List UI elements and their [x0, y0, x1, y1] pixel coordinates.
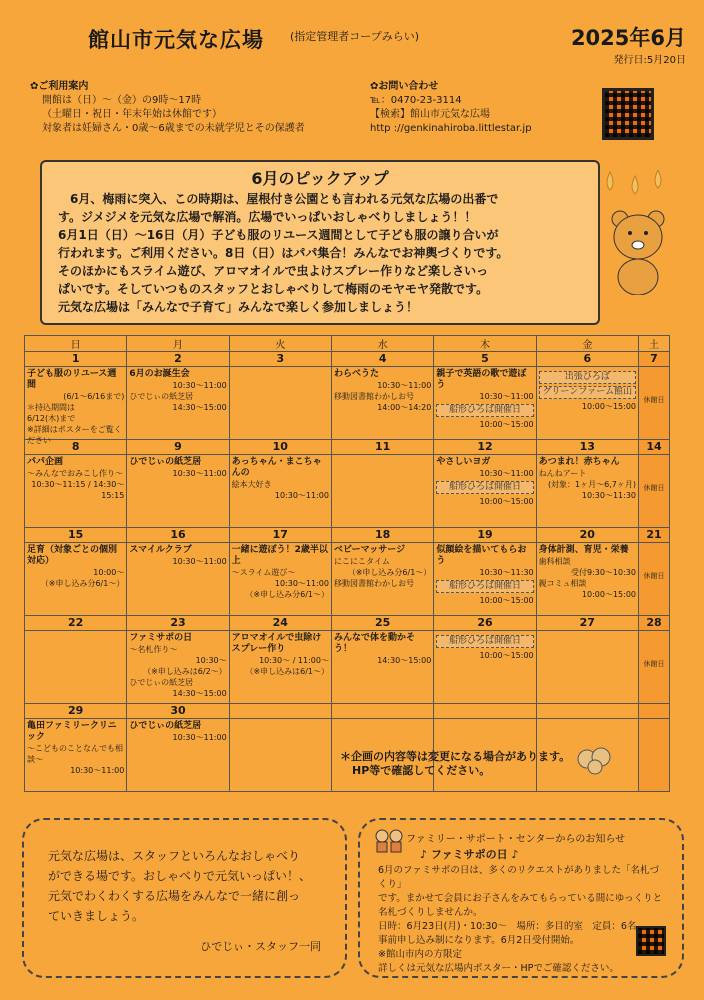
famisapo-line: 名札づくりしませんか。: [378, 907, 483, 918]
famisapo-body: [378, 864, 668, 976]
hydrangea-icon: [575, 745, 615, 775]
calendar-day-cell[interactable]: [127, 704, 229, 792]
weekday-fri: 金: [536, 336, 638, 352]
event-time: 10:00～15:00: [581, 590, 636, 599]
day-number: 9: [127, 440, 228, 455]
calendar-week-row: [25, 440, 670, 528]
pickup-line: 行われます。ご利用ください。8日（日）はパパ集合！みんなでお神輿づくりです。: [58, 246, 509, 260]
event-line: 6/12(木)まで: [27, 414, 76, 423]
event-line: 似顔絵を描いてもらおう: [436, 545, 527, 566]
day-number: 4: [332, 352, 433, 367]
event-time: 10:30～: [195, 656, 227, 665]
message-line: 元気な広場は、スタッフといろんなおしゃべり: [48, 849, 301, 863]
day-events: [434, 543, 535, 615]
message-line: ていきましょう。: [48, 909, 145, 923]
day-events: [332, 631, 433, 703]
calendar-day-cell[interactable]: [25, 616, 127, 704]
pickup-line: 元気な広場は「みんなで子育て」みんなで楽しく参加しましょう！: [58, 300, 419, 314]
day-number: 26: [434, 616, 535, 631]
event-line: 親コミュ相談: [538, 579, 587, 588]
calendar-day-cell[interactable]: [127, 616, 229, 704]
event-line: ＊持込期間は: [27, 403, 75, 412]
contact-line: ℡：0470-23-3114: [370, 95, 462, 106]
calendar-day-cell[interactable]: [639, 704, 670, 792]
calendar-day-cell[interactable]: [25, 440, 127, 528]
day-events: [434, 367, 535, 439]
event-time: 10:30～11:00: [172, 557, 227, 566]
day-number: 14: [639, 440, 669, 455]
event-line: 足育（対象ごとの個別対応）: [27, 545, 118, 566]
calendar-day-cell[interactable]: [434, 352, 536, 440]
event-time: 10:00～: [93, 568, 125, 577]
event-line: ※詳細はポスターをご覧ください: [27, 425, 122, 445]
pickup-body: [58, 190, 586, 316]
event-line: ファミサポの日: [129, 633, 193, 643]
calendar-day-cell[interactable]: [229, 704, 331, 792]
event-time: 10:00～15:00: [479, 497, 534, 506]
day-number: 19: [434, 528, 535, 543]
calendar-day-cell[interactable]: [25, 528, 127, 616]
page-title: 館山市元気な広場: [88, 28, 264, 52]
contact-info: [370, 80, 532, 136]
event-line: 移動図書館わかしお号: [333, 392, 414, 401]
message-line: 元気でわくわくする広場をみんなで一緒に創っ: [48, 889, 301, 903]
calendar-day-cell[interactable]: [331, 352, 433, 440]
calendar-day-cell[interactable]: [229, 616, 331, 704]
weekday-wed: 水: [331, 336, 433, 352]
calendar-day-cell[interactable]: [229, 440, 331, 528]
event-line: 6月のお誕生会: [129, 369, 190, 379]
event-time: 10:30～11:00: [172, 469, 227, 478]
calendar-day-cell[interactable]: [639, 440, 670, 528]
weekday-sun: 日: [25, 336, 127, 352]
calendar-week-row: [25, 704, 670, 792]
branch-open-label: 船形ひろば開催日: [436, 404, 533, 417]
event-time: 10:30～11:00: [479, 392, 534, 401]
message-signature: ひでじぃ・スタッフ一同: [200, 940, 321, 953]
day-events: [25, 719, 126, 791]
calendar-day-cell[interactable]: [229, 352, 331, 440]
day-events: [127, 543, 228, 615]
day-number: 27: [537, 616, 638, 631]
flower-icon: ✿: [370, 81, 379, 92]
raindrop-icon: [600, 170, 670, 200]
event-time: （※申し込み分6/1～）: [245, 590, 329, 599]
contact-title: お問い合わせ: [378, 81, 439, 92]
event-time: (6/1～6/16まで): [63, 392, 125, 401]
event-time: 10:30～11:00: [172, 733, 227, 742]
change-note: [340, 750, 570, 778]
day-number: [434, 704, 535, 719]
pickup-line: す。ジメジメを元気な広場で解消。広場でいっぱいおしゃべりしましょう！！: [58, 210, 477, 224]
weekday-thu: 木: [434, 336, 536, 352]
contact-url[interactable]: http ://genkinahiroba.littlestar.jp: [370, 123, 532, 134]
event-line: 子ども服のリユース週間: [27, 369, 117, 390]
famisapo-title: ♪ ファミサポの日 ♪: [420, 848, 519, 861]
pickup-line: 6月1日（日）～16日（月）子ども服のリユース週間として子ども服の譲り合いが: [58, 228, 499, 242]
calendar-day-cell[interactable]: [331, 528, 433, 616]
event-time: 受付9:30～10:30: [570, 568, 636, 577]
famisapo-line: ※館山市内の方限定: [378, 949, 462, 960]
day-number: 13: [537, 440, 638, 455]
calendar-day-cell[interactable]: [639, 616, 670, 704]
event-line: スマイルクラブ: [129, 545, 192, 555]
pickup-line: 6月、梅雨に突入、この時期は、屋根付き公園とも言われる元気な広場の出番で: [58, 192, 499, 206]
day-number: 28: [639, 616, 669, 631]
event-time: 10:00～15:00: [479, 420, 534, 429]
event-time: 14:30～15:00: [172, 689, 227, 698]
day-number: 23: [127, 616, 228, 631]
qr-code-icon[interactable]: [636, 926, 666, 956]
event-time: 10:30～11:00: [274, 491, 329, 500]
day-events: [537, 455, 638, 527]
branch-open-label: 船形ひろば開催日: [436, 481, 533, 494]
famisapo-line: 詳しくは元気な広場内ポスター・HPでご確認ください。: [378, 963, 619, 974]
weekday-sat: 土: [639, 336, 670, 352]
calendar-week-row: [25, 528, 670, 616]
day-number: [639, 704, 669, 719]
famisapo-line: 6月のファミサポの日は、多くのリクエストがありました「名札づくり」: [378, 865, 659, 890]
weekday-tue: 火: [229, 336, 331, 352]
calendar-day-cell[interactable]: [639, 352, 670, 440]
famisapo-header: ファミリー・サポート・センターからのお知らせ: [406, 834, 626, 845]
event-line: 親子で英語の歌で遊ぼう: [436, 369, 527, 390]
calendar-day-cell[interactable]: [434, 616, 536, 704]
day-number: [332, 704, 433, 719]
famisapo-line: 日時：6月23日(月)・10:30～ 場所：多目的室 定員：6名: [378, 921, 637, 932]
calendar-day-cell[interactable]: [331, 704, 433, 792]
pickup-line: そのほかにもスライム遊び、アロマオイルで虫よけスプレー作りなど楽しさいっ: [58, 264, 489, 278]
event-time: 10:30～11:00: [274, 579, 329, 588]
event-time: 14:30～15:00: [172, 403, 227, 412]
usage-line: 対象者は妊婦さん・0歳～6歳までの未就学児とその保護者: [42, 123, 305, 134]
event-time: 10:30～11:30: [479, 568, 534, 577]
event-time: 10:30～11:00: [70, 766, 125, 775]
calendar-day-cell[interactable]: [536, 352, 638, 440]
usage-line: （土曜日・祝日・年末年始は休館です）: [42, 109, 222, 120]
flower-icon: ✿: [30, 81, 39, 92]
event-time: 10:30～11:15 / 14:30～15:15: [31, 480, 125, 500]
note-line: ＊企画の内容等は変更になる場合があります。: [340, 750, 571, 763]
event-time: （※申し込み分6/1～）: [40, 579, 125, 588]
day-number: 25: [332, 616, 433, 631]
weekday-row: [25, 336, 670, 352]
event-line: 移動図書館わかしお号: [333, 579, 414, 588]
usage-title: ご利用案内: [38, 81, 89, 92]
famisapo-line: です。まかせて会員にお子さんをみてもらっている間にゆっくりと: [378, 893, 663, 904]
famisapo-box: [358, 818, 684, 978]
branch-open-label: グリーンファーム館山: [539, 386, 636, 399]
event-line: ねんねアート: [538, 469, 587, 478]
qr-code-icon[interactable]: [602, 88, 654, 140]
usage-line: 開館は（日）～（金）の9時～17時: [42, 95, 202, 106]
calendar-day-cell[interactable]: [331, 616, 433, 704]
day-number: 8: [25, 440, 126, 455]
day-number: 29: [25, 704, 126, 719]
day-number: 12: [434, 440, 535, 455]
day-number: 11: [332, 440, 433, 455]
famisapo-line: 事前申し込み制になります。6月2日受付開始。: [378, 935, 580, 946]
day-events: [639, 543, 669, 615]
pickup-title: 6月のピックアップ: [251, 169, 389, 188]
event-time: （※申し込みは6/1～）: [245, 667, 329, 676]
event-time: (対象：1ヶ月～6,7ヶ月): [547, 480, 636, 489]
day-number: 20: [537, 528, 638, 543]
event-line: 絵本大好き: [231, 480, 272, 489]
day-events: [639, 455, 669, 527]
day-events: [332, 367, 433, 439]
day-number: 24: [230, 616, 331, 631]
calendar-day-cell[interactable]: [536, 440, 638, 528]
pickup-scroll: [40, 160, 600, 325]
calendar-day-cell[interactable]: [536, 528, 638, 616]
day-events: [127, 631, 228, 703]
message-box: [22, 818, 347, 978]
calendar-day-cell[interactable]: [536, 616, 638, 704]
closed-label: 休館日: [643, 572, 665, 580]
event-line: ひでじぃの紙芝居: [129, 721, 202, 731]
bear-mascot-icon: [608, 205, 668, 295]
event-time: 10:30～11:30: [581, 491, 636, 500]
closed-label: 休館日: [643, 660, 665, 668]
day-number: [537, 704, 638, 719]
event-time: 14:30～15:00: [377, 656, 432, 665]
calendar-week-row: [25, 352, 670, 440]
day-events: [127, 367, 228, 439]
event-line: みんなで体を動かそう！: [333, 633, 415, 654]
event-line: わらべうた: [333, 369, 379, 379]
calendar-day-cell[interactable]: [127, 528, 229, 616]
day-events: [230, 631, 331, 703]
day-number: 7: [639, 352, 669, 367]
day-number: 17: [230, 528, 331, 543]
event-time: 10:00～15:00: [479, 596, 534, 605]
day-number: [230, 704, 331, 719]
day-events: [639, 367, 669, 439]
day-events: [25, 455, 126, 527]
message-line: ができる場です。おしゃべりで元気いっぱい！、: [48, 869, 312, 883]
event-line: ～みんなでおみこし作り～: [27, 469, 123, 478]
event-line: ～こどものことなんでも相談～: [27, 744, 123, 764]
calendar-day-cell[interactable]: [25, 352, 127, 445]
event-time: 10:30～11:00: [377, 381, 432, 390]
calendar-day-cell[interactable]: [331, 440, 433, 528]
event-time: 14:00～14:20: [377, 403, 432, 412]
branch-open-label: 船形ひろば開催日: [436, 580, 533, 593]
day-number: 2: [127, 352, 228, 367]
day-events: [537, 367, 638, 439]
day-events: [537, 631, 638, 703]
note-line: HP等で確認してください。: [352, 764, 491, 777]
day-events: [230, 719, 331, 791]
event-line: 歯科相談: [538, 557, 571, 566]
event-line: やさしいヨガ: [436, 457, 491, 467]
day-events: [434, 631, 535, 703]
day-events: [25, 631, 126, 703]
day-events: [332, 543, 433, 615]
event-line: ～名札作り～: [129, 645, 178, 654]
day-events: [639, 719, 669, 791]
event-time: （※申し込みは6/2～）: [143, 667, 227, 676]
day-number: 3: [230, 352, 331, 367]
issue-date: 発行日:5月20日: [613, 55, 686, 66]
calendar-day-cell[interactable]: [434, 704, 536, 792]
branch-open-label: 出張ひろば: [539, 371, 636, 384]
page-subtitle: (指定管理者コープみらい): [290, 30, 420, 43]
event-time: 10:00～15:00: [581, 402, 636, 411]
day-events: [127, 719, 228, 791]
day-events: [639, 631, 669, 703]
calendar-table: [24, 335, 670, 792]
day-events: [230, 455, 331, 527]
calendar-week-row: [25, 616, 670, 704]
calendar-day-cell[interactable]: [127, 352, 229, 440]
contact-line: 【検索】館山市元気な広場: [370, 109, 490, 120]
event-time: 10:30～11:00: [479, 469, 534, 478]
event-line: あっちゃん・まこちゃんの: [231, 457, 322, 478]
day-events: [332, 455, 433, 527]
day-events: [25, 543, 126, 615]
pickup-line: ぱいです。そしていつものスタッフとおしゃべりして梅雨のモヤモヤ発散です。: [58, 282, 489, 296]
event-line: ひでじぃの紙芝居: [129, 392, 194, 401]
event-line: アロマオイルで虫除けスプレー作り: [231, 633, 322, 654]
event-line: 身体計測、育児・栄養: [538, 545, 629, 555]
day-number: 5: [434, 352, 535, 367]
event-line: あつまれ！赤ちゃん: [538, 457, 620, 467]
event-line: 一緒に遊ぼう！2歳半以上: [231, 545, 328, 566]
event-line: ～スライム遊び～: [231, 568, 296, 577]
day-events: [230, 367, 331, 439]
calendar-day-cell[interactable]: [25, 704, 127, 792]
event-line: ひでじぃの紙芝居: [129, 457, 202, 467]
usage-info: [30, 80, 305, 136]
event-line: にこにこタイム: [333, 557, 390, 566]
event-line: 亀田ファミリークリニック: [27, 721, 117, 742]
event-line: ひでじぃの紙芝居: [129, 678, 194, 687]
calendar-day-cell[interactable]: [639, 528, 670, 616]
event-line: パパ企画: [27, 457, 64, 467]
event-line: ベビーマッサージ: [333, 545, 406, 555]
day-number: 22: [25, 616, 126, 631]
calendar-day-cell[interactable]: [434, 528, 536, 616]
weekday-mon: 月: [127, 336, 229, 352]
day-events: [434, 455, 535, 527]
day-number: 1: [25, 352, 126, 367]
day-number: 10: [230, 440, 331, 455]
day-events: [537, 543, 638, 615]
day-events: [25, 367, 126, 445]
day-number: 6: [537, 352, 638, 367]
event-time: 10:30～11:00: [172, 381, 227, 390]
message-text: [48, 846, 328, 926]
calendar-day-cell[interactable]: [434, 440, 536, 528]
closed-label: 休館日: [643, 484, 665, 492]
day-number: 15: [25, 528, 126, 543]
children-icon: [374, 828, 404, 854]
day-events: [230, 543, 331, 615]
calendar-day-cell[interactable]: [229, 528, 331, 616]
closed-label: 休館日: [643, 396, 665, 404]
day-number: 21: [639, 528, 669, 543]
event-time: （※申し込み分6/1～）: [347, 568, 432, 577]
branch-open-label: 船形ひろば開催日: [436, 635, 533, 648]
month-label: 2025年6月: [570, 26, 686, 50]
day-number: 30: [127, 704, 228, 719]
day-number: 16: [127, 528, 228, 543]
calendar-day-cell[interactable]: [127, 440, 229, 528]
day-events: [127, 455, 228, 527]
day-number: 18: [332, 528, 433, 543]
event-time: 10:30～ / 11:00～: [259, 656, 329, 665]
event-time: 10:00～15:00: [479, 651, 534, 660]
